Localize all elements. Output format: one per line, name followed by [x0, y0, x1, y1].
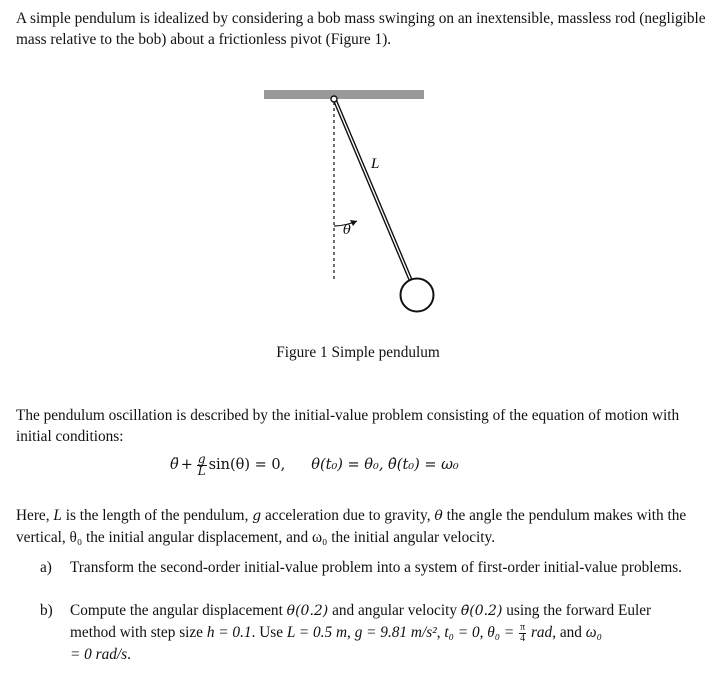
pivot-point	[331, 96, 337, 102]
angle-label: θ	[343, 223, 351, 238]
ceiling-support	[264, 90, 424, 99]
list-item-b	[40, 600, 700, 666]
fraction-denominator: L	[197, 464, 206, 478]
list-label-a: a)	[40, 559, 52, 576]
list-text-b: Compute the angular displacement θ(0.2) and angular velocity θ̇(0.2) using the forward Euler method with step size h = 0.1. Use L = 0.5 m, g = 9.81 m/s², t₀ = 0, θ₀ = $\frac{\pi}{4}$ rad, and ω₀ = 0 rad/s.	[70, 602, 652, 663]
initial-conditions: θ(t₀) = θ₀, θ̇(t₀) = ω₀	[311, 457, 459, 473]
description-paragraph: The pendulum oscillation is described by the initial-value problem consisting of the equation of motion with initial conditions:	[16, 407, 680, 445]
list-label-b: b)	[40, 602, 53, 619]
pendulum-figure	[250, 84, 450, 324]
fraction-numerator: g	[197, 452, 206, 466]
theta-double-dot: θ̈	[170, 457, 179, 473]
figure-caption: Figure 1 Simple pendulum	[276, 344, 440, 361]
pi-over-four-fraction: $\frac{\pi}{4}$	[520, 621, 526, 644]
pendulum-rod	[333, 98, 419, 294]
sine-term: sin(θ) = 0,	[208, 457, 286, 473]
rod-length-label: L	[371, 156, 380, 172]
list-text-a: Transform the second-order initial-value problem into a system of first-order initial-value problems.	[70, 559, 683, 576]
g-over-L-fraction	[197, 454, 207, 477]
list-item-a	[40, 557, 700, 578]
pendulum-bob	[401, 279, 434, 312]
explanation-paragraph: Here, L is the length of the pendulum, g acceleration due to gravity, θ the angle the pendulum makes with the vertical, θ₀ the initial angular displacement, and ω₀ the initial angular velocity.	[16, 507, 687, 546]
intro-paragraph: A simple pendulum is idealized by considering a bob mass swinging on an inextensible, massless rod (negligible mass relative to the bob) about a frictionless pivot (Figure 1).	[16, 10, 706, 48]
equation-of-motion	[170, 454, 459, 477]
plus-sign: +	[180, 457, 193, 473]
